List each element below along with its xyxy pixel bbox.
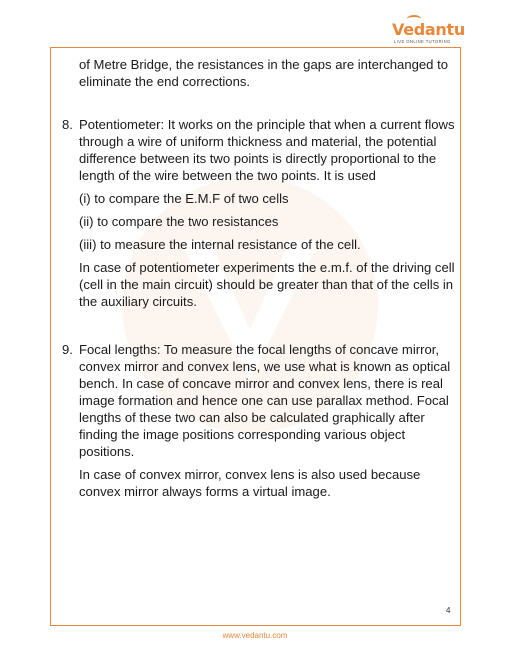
page-content bbox=[62, 56, 458, 500]
vedantu-logo bbox=[392, 20, 465, 46]
item-number: 9. bbox=[62, 342, 73, 357]
use-item bbox=[79, 213, 458, 230]
use-item bbox=[79, 190, 458, 207]
logo-tagline: LIVE ONLINE TUTORING bbox=[394, 39, 451, 44]
use-item bbox=[79, 236, 458, 253]
use-label: (iii) bbox=[79, 237, 97, 252]
logo-wordmark: Vedantu bbox=[392, 20, 465, 39]
list-item-potentiometer bbox=[62, 116, 458, 184]
page-number: 4 bbox=[446, 606, 451, 615]
potentiometer-text: Potentiometer: It works on the principle that when a current flows through a wire of uniform thickness and material, the potential difference between its two points is directly proportional to the length of the wire between the two points. It is used bbox=[79, 117, 455, 183]
use-text: to compare the E.M.F of two cells bbox=[94, 191, 289, 206]
potentiometer-note: In case of potentiometer experiments the e.m.f. of the driving cell (cell in the main circuit) should be greater than that of the cells in the auxiliary circuits. bbox=[79, 260, 455, 309]
item-number: 8. bbox=[62, 117, 73, 132]
use-label: (i) bbox=[79, 191, 91, 206]
footer-url[interactable]: www.vedantu.com bbox=[222, 631, 288, 640]
intro-paragraph: of Metre Bridge, the resistances in the gaps are interchanged to eliminate the end corrections. bbox=[79, 57, 449, 89]
focal-lengths-text: Focal lengths: To measure the focal lengths of concave mirror, convex mirror and convex lens, we use what is known as optical bench. In case of concave mirror and convex lens, there is real image formation and hence one can use parallax method. Focal lengths of these two can also be calculated graphically after finding the image positions corresponding various object positions. bbox=[79, 342, 451, 459]
focal-lengths-note: In case of convex mirror, convex lens is also used because convex mirror always forms a virtual image. bbox=[79, 467, 421, 499]
use-text: to compare the two resistances bbox=[97, 214, 279, 229]
list-item-focal-lengths bbox=[62, 341, 458, 460]
use-label: (ii) bbox=[79, 214, 94, 229]
use-text: to measure the internal resistance of the cell. bbox=[100, 237, 361, 252]
